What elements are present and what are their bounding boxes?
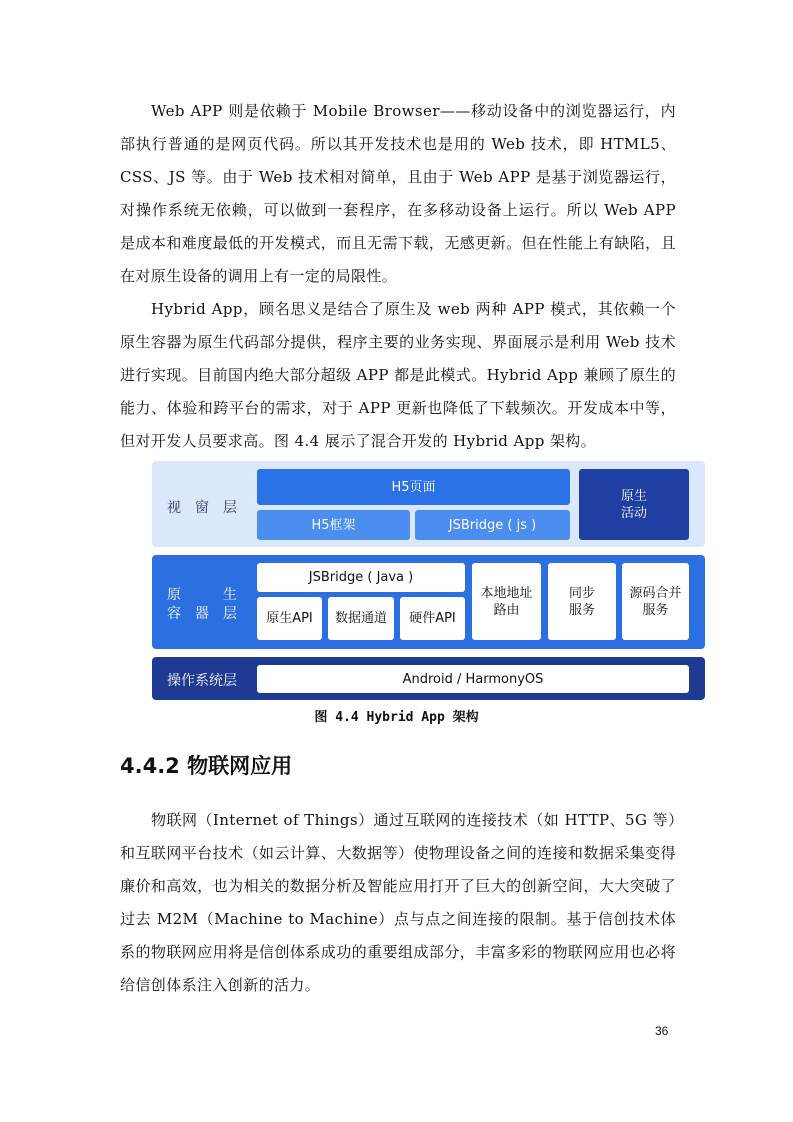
data-channel-box: 数据通道 [328,597,394,640]
section-heading: 4.4.2 物联网应用 [120,754,293,778]
sync-service-box: 同步 服务 [548,563,616,640]
page-number: 36 [655,1024,669,1038]
figure-caption: 图 4.4 Hybrid App 架构 [314,710,479,725]
view-layer-label: 视 窗 层 [167,500,237,516]
jsbridge-java-box: JSBridge ( Java ) [257,563,465,592]
local-routing-box: 本地地址 路由 [472,563,541,640]
native-layer-label-line1: 原 生 [167,587,237,603]
paragraph-web-app: Web APP 则是依赖于 Mobile Browser——移动设备中的浏览器运行，内部执行普通的是网页代码。所以其开发技术也是用的 Web 技术，即 HTML5、CSS、JS 等。由于 Web 技术相对简单，且由于 Web APP 是基于浏览器运行，对操作系统无依赖，可以做到一套程序，在多移动设备上运行。所以 Web APP 是成本和难度最低的开发模式，而且无需下载，无感更新。但在性能上有缺陷，且在对原生设备的调用上有一定的局限性。 [120,102,676,285]
jsbridge-js-box: JSBridge ( js ) [415,510,570,540]
h5-framework-box: H5框架 [257,510,410,540]
h5-page-box: H5页面 [257,469,570,505]
paragraph-iot: 物联网（Internet of Things）通过互联网的连接技术（如 HTTP、5G 等）和互联网平台技术（如云计算、大数据等）使物理设备之间的连接和数据采集变得廉价和高效，也为相关的数据分析及智能应用打开了巨大的创新空间，大大突破了过去 M2M（Machine to Machine）点与点之间连接的限制。基于信创技术体系的物联网应用将是信创体系成功的重要组成部分，丰富多彩的物联网应用也必将给信创体系注入创新的活力。 [120,811,676,994]
os-layer-label: 操作系统层 [167,673,237,689]
native-api-box: 原生API [257,597,322,640]
paragraph-hybrid-app: Hybrid App，顾名思义是结合了原生及 web 两种 APP 模式，其依赖一个原生容器为原生代码部分提供，程序主要的业务实现、界面展示是利用 Web 技术进行实现。目前国内绝大部分超级 APP 都是此模式。Hybrid App 兼顾了原生的能力、体验和跨平台的需求，对于 APP 更新也降低了下载频次。开发成本中等，但对开发人员要求高。图 4.4 展示了混合开发的 Hybrid App 架构。 [120,300,676,450]
native-activity-box: 原生 活动 [579,469,689,540]
merge-service-box: 源码合并 服务 [622,563,689,640]
os-name-box: Android / HarmonyOS [257,665,689,693]
native-layer-label-line2: 容 器 层 [167,606,237,622]
hardware-api-box: 硬件API [400,597,465,640]
